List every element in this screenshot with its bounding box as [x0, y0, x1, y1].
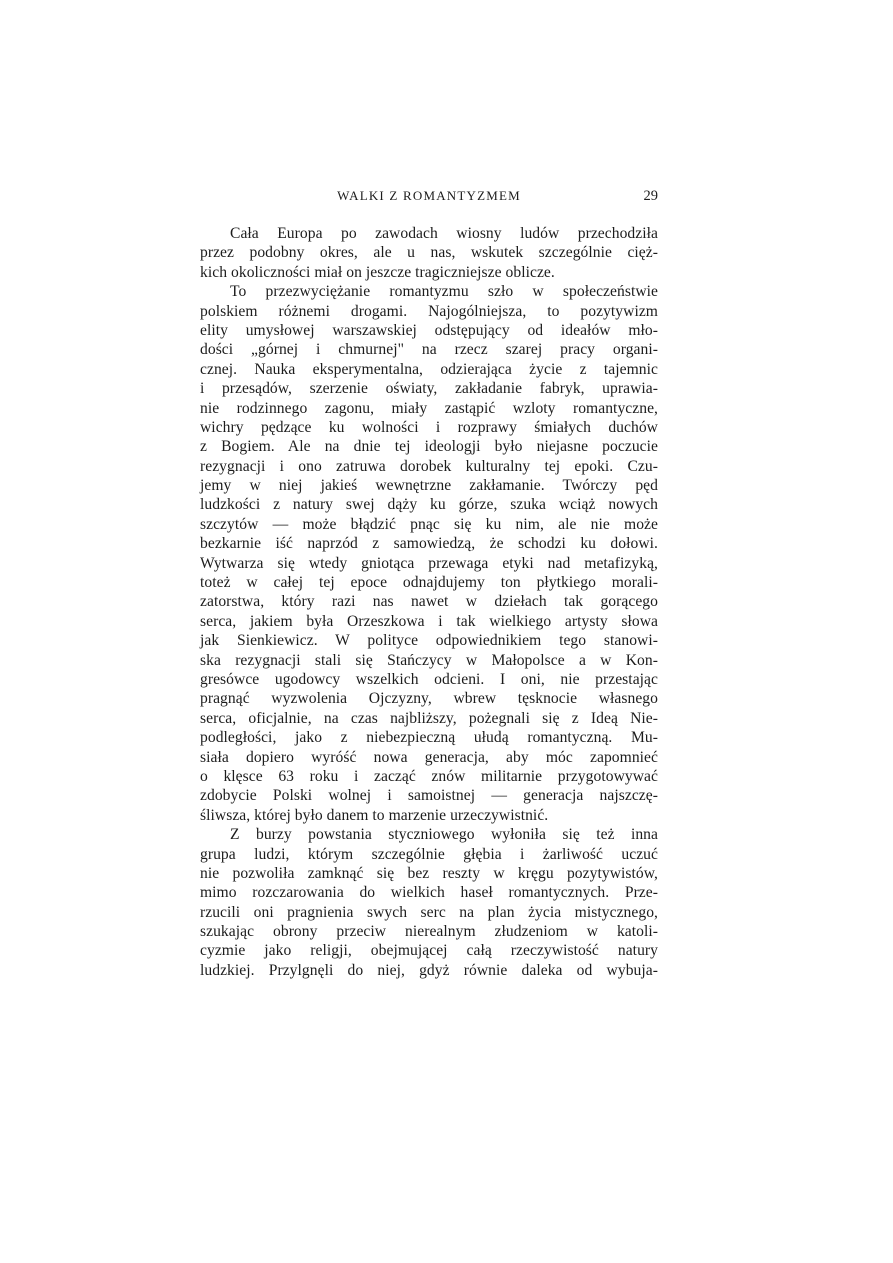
- text-line: jemy w niej jakieś wewnętrzne zakłamanie. Twórczy pęd: [200, 477, 658, 495]
- text-line: z Bogiem. Ale na dnie tej ideologji było niejasne poczucie: [200, 438, 658, 456]
- text-line: dości „górnej i chmurnej" na rzecz szarej pracy organi-: [200, 341, 658, 359]
- text-line: nie pozwoliła zamknąć się bez reszty w kręgu pozytywistów,: [200, 864, 658, 882]
- text-line: śliwsza, której było danem to marzenie urzeczywistnić.: [200, 806, 549, 824]
- text-line: i przesądów, szerzenie oświaty, zakładanie fabryk, uprawia-: [200, 380, 658, 398]
- text-line: ludzkiej. Przylgnęli do niej, gdyż równie daleka od wybuja-: [200, 961, 658, 979]
- text-line: Wytwarza się wtedy gniotąca przewaga etyki nad metafizyką,: [200, 554, 658, 572]
- text-line: rzucili oni pragnienia swych serc na plan życia mistycznego,: [200, 903, 658, 921]
- text-line: serca, oficjalnie, na czas najbliższy, pożegnali się z Ideą Nie-: [200, 709, 658, 727]
- text-line: przez podobny okres, ale u nas, wskutek szczególnie cięż-: [200, 244, 658, 262]
- text-line: zdobycie Polski wolnej i samoistnej — generacja najszczę-: [200, 787, 658, 805]
- text-line: podległości, jako z niebezpieczną ułudą romantyczną. Mu-: [200, 729, 658, 747]
- running-head: [200, 186, 658, 206]
- text-line: gresówce ugodowcy wszelkich odcieni. I oni, nie przestając: [200, 670, 658, 688]
- text-line: toteż w całej tej epoce odnajdujemy ton płytkiego morali-: [200, 574, 658, 592]
- text-line: rezygnacji i ono zatruwa dorobek kulturalny tej epoki. Czu-: [200, 457, 658, 475]
- text-line: szukając obrony przeciw nierealnym złudzeniom w katoli-: [200, 923, 658, 941]
- text-line: elity umysłowej warszawskiej odstępujący od ideałów mło-: [200, 321, 658, 339]
- text-line: Cała Europa po zawodach wiosny ludów przechodziła: [230, 225, 658, 242]
- text-line: ludzkości z natury swej dąży ku górze, szuka wciąż nowych: [200, 496, 658, 514]
- text-line: o klęsce 63 roku i zacząć znów militarnie przygotowywać: [200, 767, 658, 785]
- text-line: polskiem różnemi drogami. Najogólniejsza, to pozytywizm: [200, 302, 658, 320]
- running-title: WALKI Z ROMANTYZMEM: [337, 188, 521, 203]
- body-text: [200, 224, 658, 980]
- text-line: jak Sienkiewicz. W polityce odpowiednikiem tego stanowi-: [200, 632, 658, 650]
- page-number: 29: [643, 188, 658, 204]
- text-line: siała dopiero wyróść nowa generacja, aby móc zapomnieć: [200, 748, 658, 766]
- text-line: szczytów — może błądzić pnąc się ku nim, ale nie może: [200, 515, 658, 533]
- text-line: ska rezygnacji stali się Stańczycy w Małopolsce a w Kon-: [200, 651, 658, 669]
- text-line: grupa ludzi, którym szczególnie głębia i żarliwość uczuć: [200, 845, 658, 863]
- text-line: wichry pędzące ku wolności i rozprawy śmiałych duchów: [200, 418, 658, 436]
- text-line: pragnąć wyzwolenia Ojczyzny, wbrew tęsknocie własnego: [200, 690, 658, 708]
- text-line: cyzmie jako religji, obejmującej całą rzeczywistość natury: [200, 942, 658, 960]
- text-line: Z burzy powstania styczniowego wyłoniła się też inna: [230, 826, 658, 844]
- text-line: zatorstwa, który razi nas nawet w dziełach tak gorącego: [200, 593, 658, 611]
- text-line: To przezwyciężanie romantyzmu szło w społeczeństwie: [230, 283, 658, 301]
- text-line: kich okoliczności miał on jeszcze tragiczniejsze oblicze.: [200, 263, 555, 281]
- text-line: serca, jakiem była Orzeszkowa i tak wielkiego artysty słowa: [200, 612, 658, 630]
- text-line: cznej. Nauka eksperymentalna, odzierająca życie z tajemnic: [200, 360, 658, 378]
- text-line: nie rodzinnego zagonu, miały zastąpić wzloty romantyczne,: [200, 399, 658, 417]
- text-line: mimo rozczarowania do wielkich haseł romantycznych. Prze-: [200, 884, 658, 902]
- text-line: bezkarnie iść naprzód z samowiedzą, że schodzi ku dołowi.: [200, 535, 658, 553]
